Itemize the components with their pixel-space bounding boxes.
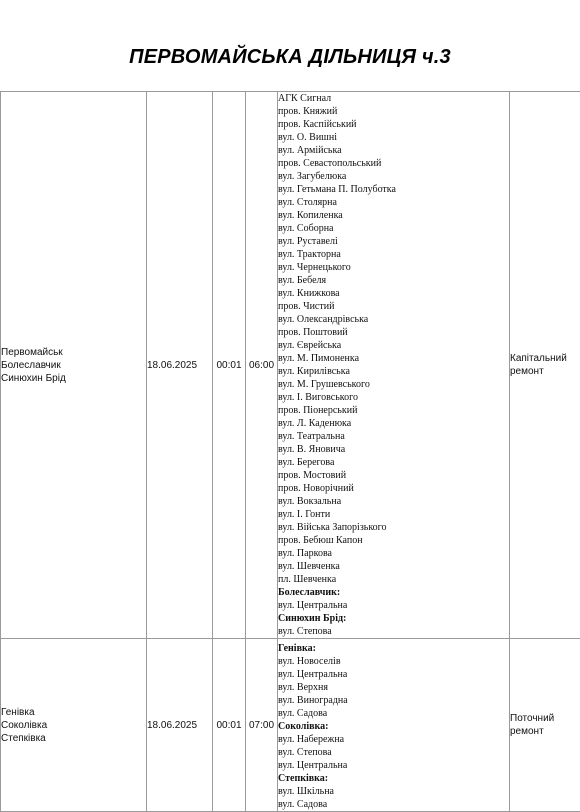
street-name: вул. Паркова	[278, 547, 509, 560]
start-time-cell: 00:01	[213, 92, 246, 639]
addresses-cell	[278, 639, 510, 812]
street-name: вул. О. Вишні	[278, 131, 509, 144]
addresses-cell	[278, 92, 510, 639]
outage-table	[0, 91, 580, 812]
street-name: вул. Берегова	[278, 456, 509, 469]
street-name: вул. Копиленка	[278, 209, 509, 222]
street-name: вул. Л. Каденюка	[278, 417, 509, 430]
location-name: Синюхин Брід	[1, 372, 146, 385]
street-name: вул. Центральна	[278, 599, 509, 612]
street-name: пров. Княжий	[278, 105, 509, 118]
street-name: вул. Садова	[278, 798, 509, 811]
settlement-heading: Генівка:	[278, 642, 509, 655]
location-name: Генівка	[1, 706, 146, 719]
street-name: вул. Вокзальна	[278, 495, 509, 508]
settlement-heading: Степківка:	[278, 772, 509, 785]
street-name: вул. Книжкова	[278, 287, 509, 300]
street-name: вул. Чернецького	[278, 261, 509, 274]
settlement-heading: Болеславчик:	[278, 586, 509, 599]
street-name: вул. І. Гонти	[278, 508, 509, 521]
location-name: Соколівка	[1, 719, 146, 732]
street-name: вул. Столярна	[278, 196, 509, 209]
street-name: вул. Бебеля	[278, 274, 509, 287]
street-name: вул. Виноградна	[278, 694, 509, 707]
street-name: вул. Загубелюка	[278, 170, 509, 183]
end-time-cell: 06:00	[246, 92, 278, 639]
street-name: пл. Шевченка	[278, 573, 509, 586]
street-name: АГК Сигнал	[278, 92, 509, 105]
street-name: пров. Бебюш Капон	[278, 534, 509, 547]
street-name: вул. Шкільна	[278, 785, 509, 798]
street-name: вул. М. Грушевського	[278, 378, 509, 391]
street-name: вул. Єврейська	[278, 339, 509, 352]
street-name: вул. Центральна	[278, 668, 509, 681]
street-name: вул. Кирилівська	[278, 365, 509, 378]
settlement-heading: Синюхин Брід:	[278, 612, 509, 625]
street-name: вул. Верхня	[278, 681, 509, 694]
street-name: вул. І. Виговського	[278, 391, 509, 404]
street-name: пров. Піонерський	[278, 404, 509, 417]
table-row	[1, 639, 580, 812]
location-name: Степківка	[1, 732, 146, 745]
street-name: вул. Тракторна	[278, 248, 509, 261]
date-cell: 18.06.2025	[147, 639, 213, 812]
locations-cell	[1, 639, 147, 812]
street-name: пров. Севастопольський	[278, 157, 509, 170]
street-name: пров. Мостовий	[278, 469, 509, 482]
work-type-cell	[510, 92, 580, 639]
work-type-cell	[510, 639, 580, 812]
street-name: вул. Центральна	[278, 759, 509, 772]
settlement-heading: Соколівка:	[278, 720, 509, 733]
street-name: пров. Чистий	[278, 300, 509, 313]
street-name: вул. Набережна	[278, 733, 509, 746]
street-name: вул. В. Яновича	[278, 443, 509, 456]
locations-cell	[1, 92, 147, 639]
street-name: пров. Каспійський	[278, 118, 509, 131]
street-name: вул. Руставелі	[278, 235, 509, 248]
page-title: ПЕРВОМАЙСЬКА ДІЛЬНИЦЯ ч.3	[0, 46, 580, 69]
end-time-cell: 07:00	[246, 639, 278, 812]
work-type-label: Поточний	[510, 712, 580, 725]
start-time-cell: 00:01	[213, 639, 246, 812]
street-name: вул. Армійська	[278, 144, 509, 157]
street-name: вул. Шевченка	[278, 560, 509, 573]
work-type-label: Капітальний	[510, 352, 580, 365]
street-name: вул. Театральна	[278, 430, 509, 443]
street-name: вул. Гетьмана П. Полуботка	[278, 183, 509, 196]
location-name: Болеславчик	[1, 359, 146, 372]
date-cell: 18.06.2025	[147, 92, 213, 639]
table-row	[1, 92, 580, 639]
street-name: вул. Соборна	[278, 222, 509, 235]
street-name: вул. Степова	[278, 746, 509, 759]
location-name: Первомайськ	[1, 346, 146, 359]
street-name: пров. Новорічний	[278, 482, 509, 495]
street-name: вул. Садова	[278, 707, 509, 720]
street-name: вул. Війська Запорізького	[278, 521, 509, 534]
street-name: вул. Олександрівська	[278, 313, 509, 326]
street-name: вул. Степова	[278, 625, 509, 638]
work-type-label: ремонт	[510, 365, 580, 378]
street-name: вул. М. Пимоненка	[278, 352, 509, 365]
street-name: вул. Новоселів	[278, 655, 509, 668]
street-name: пров. Поштовий	[278, 326, 509, 339]
work-type-label: ремонт	[510, 725, 580, 738]
